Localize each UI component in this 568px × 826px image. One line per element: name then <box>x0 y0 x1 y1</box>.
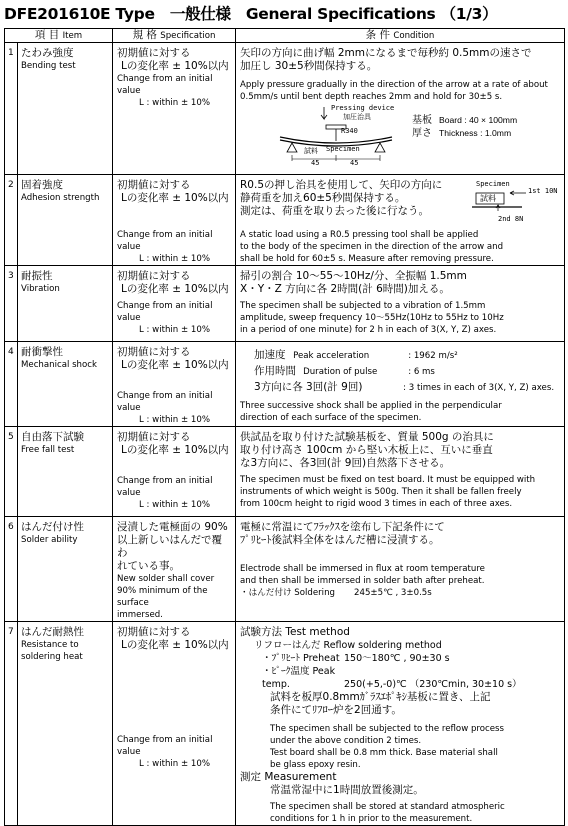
shock-jp: 加速度 <box>254 349 286 361</box>
row-number: 2 <box>5 175 18 266</box>
spec-cell <box>113 175 236 266</box>
item-cell <box>18 427 113 517</box>
preheat-label: ・ﾌﾟﾘﾋｰﾄ Preheat <box>262 653 340 664</box>
soldering-condition <box>240 587 560 599</box>
shock-val: 1962 m/s² <box>413 351 458 361</box>
cond-en-2: direction of each surface of the specimen. <box>240 413 422 423</box>
spec-en-1: New solder shall cover <box>117 574 215 584</box>
radius-label: R340 <box>341 127 358 135</box>
document-title: DFE201610E Type 一般仕様 General Specifications （1/3） <box>4 5 498 23</box>
spec-en-2: L : within ± 10% <box>139 325 210 335</box>
cond-jp-1: 矢印の方向に曲げ幅 2mmになるまで毎秒約 0.5mmの速さで <box>240 47 532 59</box>
cond-en-2: to the body of the specimen in the direction of the arrow and <box>240 242 504 252</box>
shock-row: 加速度 Peak acceleration : 1962 m/s² <box>254 349 458 361</box>
item-en: Solder ability <box>21 535 78 545</box>
spec-en-3: immersed. <box>117 610 163 620</box>
shock-jp: 3方向に各 3回(計 9回) <box>254 381 363 393</box>
peak-value: 250(+5,-0)℃ （230℃min, 30±10 s） <box>344 679 522 690</box>
item-cell <box>18 266 113 342</box>
cond-en-1: The specimen shall be subjected to a vibration of 1.5mm <box>240 301 486 311</box>
cond-jp-1: 電極に常温にてﾌﾗｯｸｽを塗布し下記条件にて <box>240 521 445 533</box>
item-cell <box>18 622 113 826</box>
item-en: Mechanical shock <box>21 360 97 370</box>
peak-row <box>240 665 560 691</box>
item-cell <box>18 43 113 175</box>
cond-en-2: instruments of which weight is 500g. Then it shall be fallen freely <box>240 487 522 497</box>
cond-en-1: Three successive shock shall be applied in the perpendicular <box>240 401 502 411</box>
preheat-row <box>240 652 560 665</box>
second-load: 2nd 8N <box>498 215 524 223</box>
measurement-en-2: conditions for 1 h in prior to the measurement. <box>270 814 473 824</box>
measurement-jp: 常温常湿中に1時間放置後測定。 <box>270 784 424 796</box>
cond-en-1: The specimen must be fixed on test board. It must be equipped with <box>240 475 536 485</box>
spec-jp-1: 浸漬した電極面の 90% <box>117 521 228 533</box>
cond-en-2: amplitude, sweep frequency 10～55Hz(10Hz to 55Hz to 10Hz <box>240 313 504 323</box>
spec-en-2: L : within ± 10% <box>139 415 210 425</box>
spec-jp-1: 初期値に対する <box>117 431 191 443</box>
header-condition: 条 件 Condition <box>236 29 565 43</box>
spec-table <box>4 28 565 826</box>
spec-jp-1: 初期値に対する <box>117 179 191 191</box>
row-number: 3 <box>5 266 18 342</box>
adhesion-test-diagram <box>470 179 560 225</box>
spec-en-1: Change from an initial value <box>117 230 213 252</box>
item-en: Bending test <box>21 61 76 71</box>
condition-cell <box>236 427 565 517</box>
spec-en-2: L : within ± 10% <box>139 254 210 264</box>
pressing-device-jp: 加圧治具 <box>343 113 372 121</box>
peak-label: ・ﾋﾟｰｸ温度 Peak temp. <box>262 666 336 690</box>
measurement-en-1: The specimen shall be stored at standard atmospheric <box>270 802 505 812</box>
shock-en: Duration of pulse <box>303 367 378 377</box>
shock-val: 6 ms <box>413 367 435 377</box>
item-jp: 固着強度 <box>21 179 63 191</box>
spec-jp-1: 初期値に対する <box>117 346 191 358</box>
header-row <box>5 29 565 43</box>
span-right: 45 <box>350 159 359 167</box>
row-number: 7 <box>5 622 18 826</box>
item-en-2: soldering heat <box>21 652 83 662</box>
cond-jp-1: 供試品を取り付けた試験基板を、質量 500g の治具に <box>240 431 494 443</box>
spec-en-2: L : within ± 10% <box>139 500 210 510</box>
item-en: Vibration <box>21 284 60 294</box>
spec-cell <box>113 622 236 826</box>
cond-jp-1: 掃引の割合 10～55～10Hz/分、全振幅 1.5mm <box>240 270 467 282</box>
cond-jp-2: ﾌﾟﾘﾋｰﾄ後試料全体をはんだ槽に浸漬する。 <box>240 534 440 546</box>
table-row <box>5 427 565 517</box>
cond-en-3: Test board shall be 0.8 mm thick. Base material shall <box>270 748 498 758</box>
shock-row: 3方向に各 3回(計 9回) : 3 times in each of 3(X, Y, Z) axes. <box>254 381 555 393</box>
item-jp: はんだ付け性 <box>21 521 84 533</box>
condition-cell <box>236 43 565 175</box>
row-number: 4 <box>5 342 18 427</box>
spec-jp-1: 初期値に対する <box>117 626 191 638</box>
spec-cell <box>113 342 236 427</box>
cond-en-2: and then shall be immersed in solder bath after preheat. <box>240 576 485 586</box>
shock-jp: 作用時間 <box>254 365 297 377</box>
spec-en-1: Change from an initial value <box>117 476 213 498</box>
reflow-title: リフローはんだ Reflow soldering method <box>254 640 442 651</box>
sample-jp-label: 試料 <box>304 147 319 155</box>
table-row <box>5 517 565 622</box>
cond-jp-2: 加圧し 30±5秒間保持する。 <box>240 60 378 72</box>
cond-en-3: in a period of one minute) for 2 h in each of 3(X, Y, Z) axes. <box>240 325 497 335</box>
table-row <box>5 622 565 826</box>
spec-jp-2: Lの変化率 ± 10%以内 <box>121 359 229 371</box>
row-number: 5 <box>5 427 18 517</box>
cond-en-4: be glass epoxy resin. <box>270 760 361 770</box>
cond-en-1: Apply pressure gradually in the direction of the arrow at a rate of about <box>240 80 548 90</box>
condition-cell <box>236 342 565 427</box>
spec-jp-2: Lの変化率 ± 10%以内 <box>121 444 229 456</box>
shock-row: 作用時間 Duration of pulse : 6 ms <box>254 365 435 377</box>
spec-jp-2: Lの変化率 ± 10%以内 <box>121 639 229 651</box>
row-number: 6 <box>5 517 18 622</box>
spec-jp-2: Lの変化率 ± 10%以内 <box>121 283 229 295</box>
thickness-en: Thickness : 1.0mm <box>439 128 512 138</box>
cond-en-2: under the above condition 2 times. <box>270 736 422 746</box>
item-cell <box>18 342 113 427</box>
table-row <box>5 175 565 266</box>
cond-jp-1: R0.5の押し治具を使用して、矢印の方向に <box>240 179 443 191</box>
spec-jp-1: 初期値に対する <box>117 270 191 282</box>
spec-jp-1: 初期値に対する <box>117 47 191 59</box>
table-row <box>5 266 565 342</box>
thickness-jp: 厚さ <box>412 128 433 139</box>
spec-jp-2: Lの変化率 ± 10%以内 <box>121 192 229 204</box>
item-jp: 耐衝撃性 <box>21 346 63 358</box>
spec-en-2: 90% minimum of the surface <box>117 586 208 608</box>
preheat-value: 150～180℃ , 90±30 s <box>344 653 450 664</box>
test-method-title: 試験方法 Test method <box>240 626 350 638</box>
table-row <box>5 43 565 175</box>
spec-jp-3: れている事。 <box>117 560 181 572</box>
span-left: 45 <box>311 159 320 167</box>
spec-cell <box>113 266 236 342</box>
cond-jp-1: 試料を板厚0.8mmｶﾞﾗｽｴﾎﾟｷｼ基板に置き、上記 <box>270 691 491 703</box>
cond-jp-2: 静荷重を加え60±5秒間保持する。 <box>240 192 406 204</box>
table-row <box>5 342 565 427</box>
specimen-label: Specimen <box>326 145 360 153</box>
measurement-title: 測定 Measurement <box>240 771 337 783</box>
item-en: Adhesion strength <box>21 193 100 203</box>
spec-en-1: Change from an initial value <box>117 735 213 757</box>
item-en: Resistance to <box>21 640 79 650</box>
shock-en: Peak acceleration <box>293 351 370 361</box>
first-load: 1st 10N <box>528 187 558 195</box>
spec-jp-2: Lの変化率 ± 10%以内 <box>121 60 229 72</box>
item-en: Free fall test <box>21 445 75 455</box>
spec-en-1: Change from an initial value <box>117 391 213 413</box>
spec-cell <box>113 427 236 517</box>
spec-en-1: Change from an initial value <box>117 74 213 96</box>
soldering-label: ・はんだ付け Soldering <box>240 588 335 598</box>
specimen-label: Specimen <box>476 180 510 188</box>
cond-en-3: shall be hold for 60±5 s. Measure after removing pressure. <box>240 254 494 264</box>
item-jp: 耐振性 <box>21 270 53 282</box>
cond-jp-3: 測定は、荷重を取り去った後に行なう。 <box>240 205 430 217</box>
spec-jp-2: 以上新しいはんだで覆わ <box>117 534 223 559</box>
cond-en-2: 0.5mm/s until bent depth reaches 2mm and hold for 30±5 s. <box>240 92 503 102</box>
spec-en-2: L : within ± 10% <box>139 759 210 769</box>
shock-val: 3 times in each of 3(X, Y, Z) axes. <box>408 383 555 393</box>
cond-en-1: Electrode shall be immersed in flux at room temperature <box>240 564 485 574</box>
item-jp: はんだ耐熱性 <box>21 626 84 638</box>
condition-cell <box>236 266 565 342</box>
header-item: 項 目 Item <box>5 29 113 43</box>
bending-test-diagram <box>240 103 565 167</box>
board-en: Board : 40 × 100mm <box>439 115 518 125</box>
item-jp: 自由落下試験 <box>21 431 84 443</box>
condition-cell <box>236 517 565 622</box>
spec-en-2: L : within ± 10% <box>139 98 210 108</box>
spec-cell <box>113 43 236 175</box>
soldering-value: 245±5℃ , 3±0.5s <box>354 588 432 598</box>
spec-cell <box>113 517 236 622</box>
item-jp: たわみ強度 <box>21 47 74 59</box>
condition-cell <box>236 175 565 266</box>
item-cell <box>18 175 113 266</box>
header-spec: 規 格 Specification <box>113 29 236 43</box>
condition-cell <box>236 622 565 826</box>
pressing-device-label: Pressing device <box>331 104 395 112</box>
board-jp: 基板 <box>412 115 433 126</box>
cond-jp-3: な3方向に、各3回(計 9回)自然落下させる。 <box>240 457 451 469</box>
cond-jp-2: 条件にてﾘﾌﾛｰ炉を2回通す。 <box>270 704 402 716</box>
spec-en-1: Change from an initial value <box>117 301 213 323</box>
cond-en-1: The specimen shall be subjected to the reflow process <box>270 724 504 734</box>
row-number: 1 <box>5 43 18 175</box>
item-cell <box>18 517 113 622</box>
cond-en-3: from 100cm height to rigid wood 3 times in each of three axes. <box>240 499 513 509</box>
cond-jp-2: X・Y・Z 方向に各 2時間(計 6時間)加える。 <box>240 283 450 295</box>
cond-en-1: A static load using a R0.5 pressing tool shall be applied <box>240 230 479 240</box>
cond-jp-2: 取り付け高さ 100cm から堅い木板上に、互いに垂直 <box>240 444 493 456</box>
sample-jp-label: 試料 <box>480 194 497 203</box>
